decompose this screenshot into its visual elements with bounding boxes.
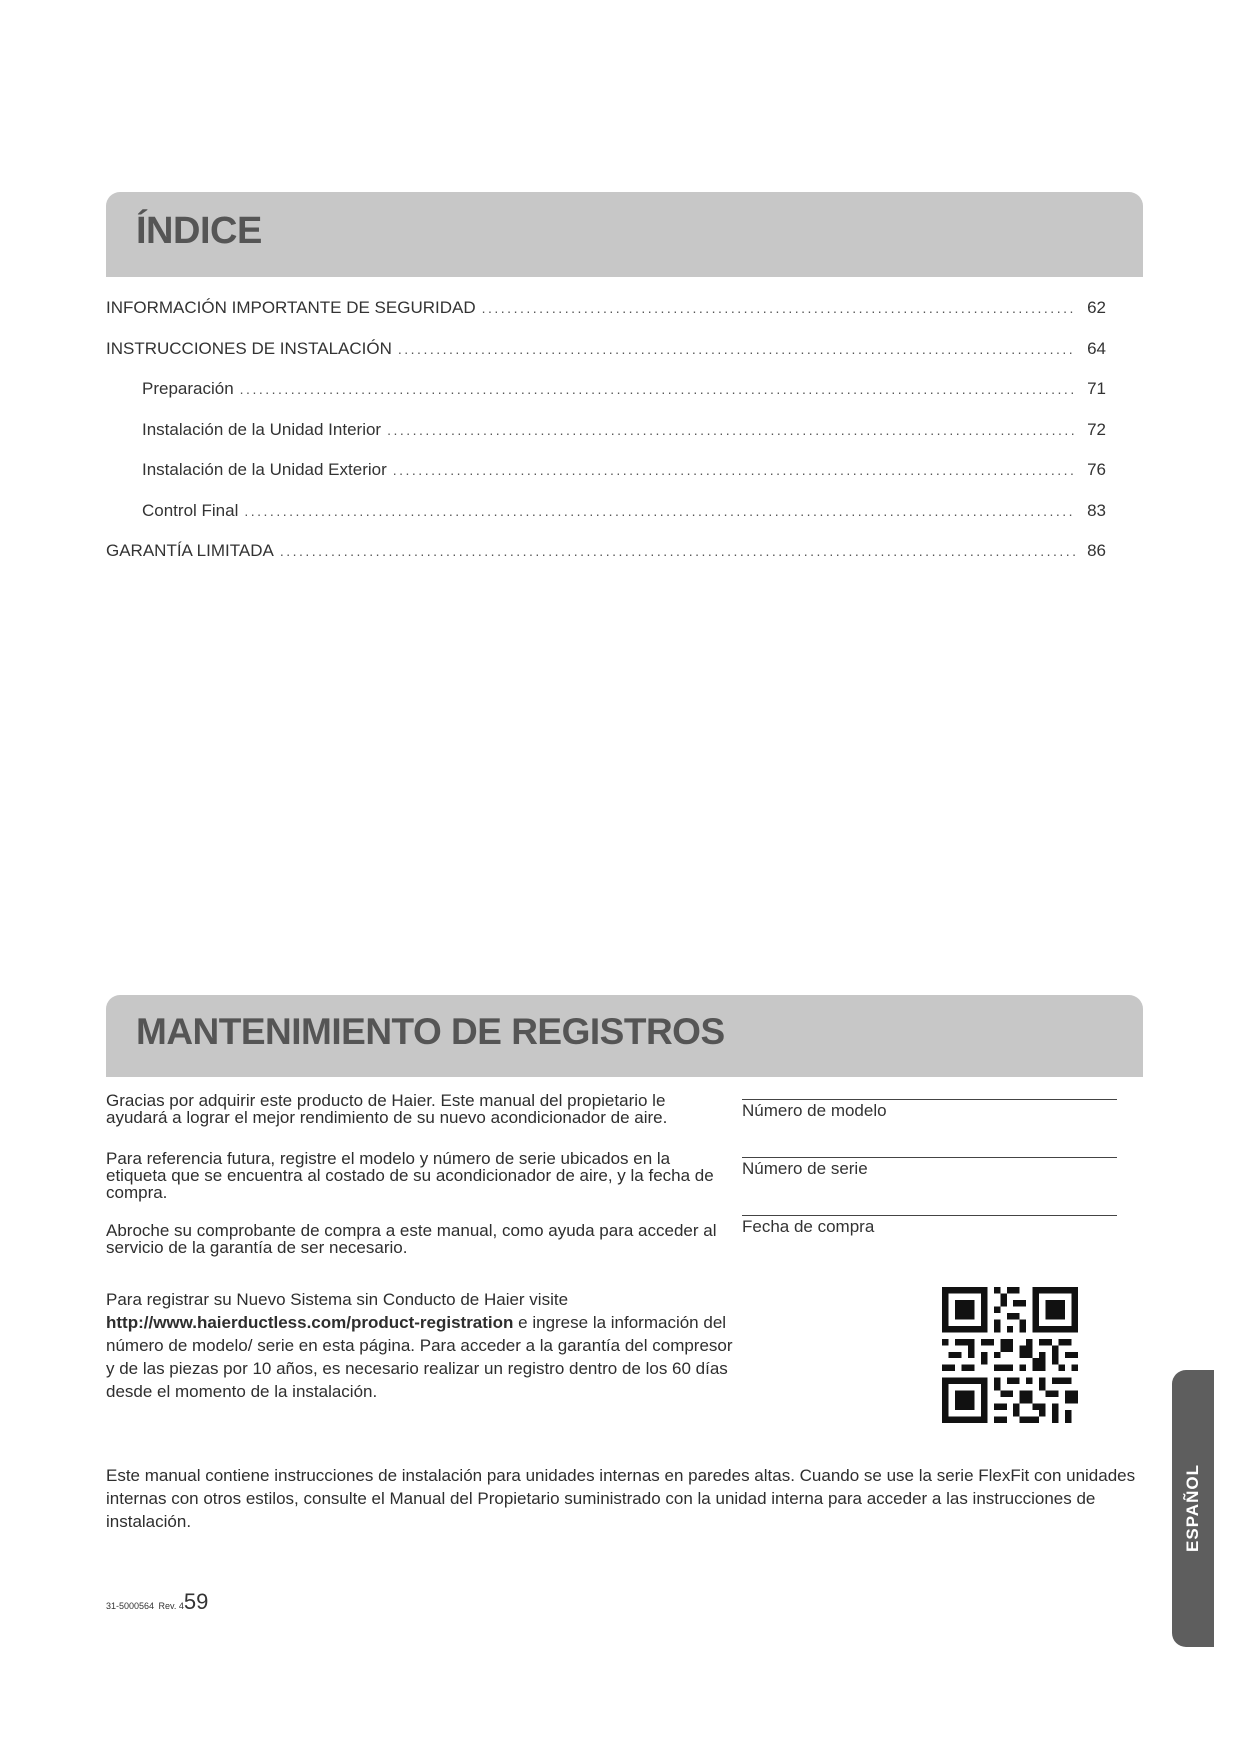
toc-leader-dots [387, 422, 1076, 438]
intro-paragraph: Gracias por adquirir este producto de Haier. Este manual del propietario le ayudará a lograr el mejor rendimiento de su nuevo acondicionador de aire. [106, 1091, 668, 1127]
toc-subentry[interactable] [106, 420, 1106, 461]
toc-entry-title: GARANTÍA LIMITADA [106, 541, 274, 560]
toc-leader-dots [244, 503, 1076, 519]
toc-entry-page: 86 [1087, 541, 1106, 560]
toc-entry[interactable] [106, 339, 1106, 380]
toc-subentry[interactable] [106, 460, 1106, 501]
model-number-field[interactable]: Número de modelo [742, 1099, 1117, 1121]
receipt-paragraph: Abroche su comprobante de compra a este manual, como ayuda para acceder al servicio de la garantía de ser necesario. [106, 1221, 717, 1257]
toc-entry-title: INFORMACIÓN IMPORTANTE DE SEGURIDAD [106, 298, 476, 317]
toc-banner [106, 192, 1143, 277]
toc-leader-dots [482, 300, 1076, 316]
registration-text-before: Para registrar su Nuevo Sistema sin Conducto de Haier visite [106, 1290, 569, 1309]
revision-label: Rev. 4 [158, 1601, 184, 1611]
toc-leader-dots [240, 381, 1076, 397]
toc-entry[interactable] [106, 298, 1106, 339]
records-banner [106, 995, 1143, 1077]
qr-code-icon[interactable] [942, 1287, 1078, 1423]
register-paragraph: Para referencia futura, registre el modelo y número de serie ubicados en la etiqueta que se encuentra al costado de su acondicionador de aire, y la fecha de compra. [106, 1149, 714, 1202]
toc-entry-title: Control Final [142, 500, 239, 520]
registration-link[interactable]: http://www.haierductless.com/product-registration [106, 1313, 514, 1332]
toc-entry-title: Instalación de la Unidad Exterior [142, 460, 387, 479]
toc-entry-page: 62 [1087, 298, 1106, 317]
page-footer [106, 1589, 208, 1615]
document-number: 31-5000564 [106, 1601, 155, 1611]
toc-entry-title: Instalación de la Unidad Interior [142, 419, 382, 439]
toc-entry[interactable] [106, 541, 1106, 582]
installation-note: Este manual contiene instrucciones de instalación para unidades internas en paredes altas. Cuando se use la serie FlexFit con unidades internas con otros estilos, consulte el Manual del Propietario suministrado con la unidad interna para acceder a las instrucciones de instalación. [106, 1466, 1136, 1531]
registration-text-after: e ingrese la información del número de modelo/ serie en esta página. Para acceder a la garantía del compresor y de las piezas por 10 años, es necesario realizar un registro dentro de los 60 días desde el momento de la instalación. [106, 1313, 733, 1401]
serial-number-field[interactable]: Número de serie [742, 1157, 1117, 1179]
toc-leader-dots [398, 341, 1076, 357]
toc-entry-page: 71 [1087, 379, 1106, 398]
toc-entry-title: Preparación [142, 379, 234, 398]
language-tab[interactable] [1172, 1370, 1214, 1647]
page-number: 59 [183, 1589, 209, 1614]
purchase-date-field[interactable]: Fecha de compra [742, 1215, 1117, 1237]
toc-leader-dots [280, 543, 1076, 559]
language-tab-label: ESPAÑOL [1183, 1464, 1202, 1552]
toc-leader-dots [393, 462, 1076, 478]
toc-entry-page: 83 [1087, 500, 1106, 520]
registration-paragraph [106, 1288, 736, 1403]
toc-title: ÍNDICE [136, 210, 262, 252]
records-title: MANTENIMIENTO DE REGISTROS [136, 1011, 725, 1052]
table-of-contents [106, 298, 1106, 582]
toc-entry-page: 72 [1087, 419, 1106, 439]
toc-entry-title: INSTRUCCIONES DE INSTALACIÓN [106, 338, 392, 358]
toc-subentry[interactable] [106, 379, 1106, 420]
toc-entry-page: 64 [1087, 338, 1106, 358]
toc-entry-page: 76 [1087, 460, 1106, 479]
toc-subentry[interactable] [106, 501, 1106, 542]
